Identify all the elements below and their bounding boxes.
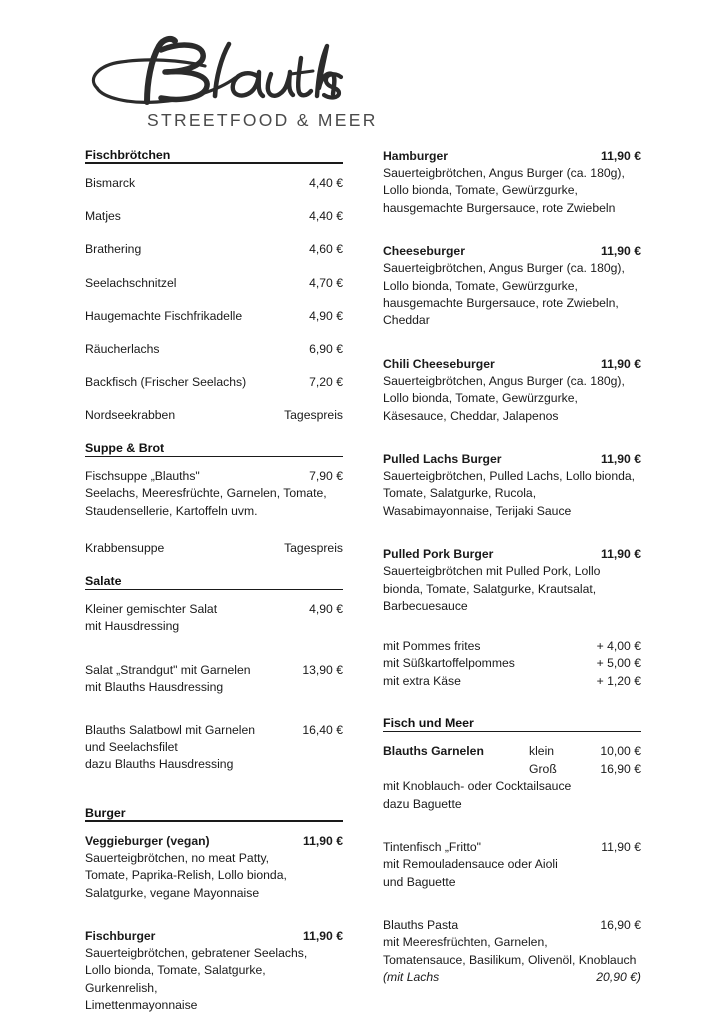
menu-item bbox=[85, 407, 343, 424]
size-label-large: Groß bbox=[529, 761, 557, 776]
menu-item bbox=[85, 208, 343, 225]
item-price: 4,70 € bbox=[309, 275, 343, 290]
item-name: Backfisch (Frischer Seelachs) bbox=[85, 375, 247, 390]
item-price: 4,40 € bbox=[309, 176, 343, 190]
menu-item bbox=[85, 308, 343, 325]
menu-item bbox=[85, 374, 343, 391]
item-size-row bbox=[383, 761, 641, 779]
menu-item bbox=[383, 451, 641, 520]
item-name: Veggieburger (vegan) bbox=[85, 833, 210, 848]
item-name: Hamburger bbox=[383, 149, 449, 163]
item-headline bbox=[383, 546, 641, 563]
section-fisch-und-meer bbox=[383, 716, 641, 986]
addon-name: mit extra Käse bbox=[383, 673, 461, 688]
section-heading: Suppe & Brot bbox=[85, 441, 343, 457]
item-name: Blauths Salatbowl mit Garnelen bbox=[85, 722, 256, 737]
item-headline bbox=[383, 451, 641, 468]
item-name: Tintenfisch „Fritto" bbox=[383, 840, 482, 855]
item-price: Tagespreis bbox=[284, 541, 343, 556]
addon-row bbox=[383, 638, 641, 656]
section-burger bbox=[85, 806, 343, 1015]
item-headline bbox=[383, 839, 641, 856]
spacer bbox=[383, 436, 641, 451]
item-name: Kleiner gemischter Salat bbox=[85, 602, 218, 617]
item-price: 7,90 € bbox=[309, 469, 343, 484]
variant-name: (mit Lachs bbox=[383, 969, 440, 984]
menu-item bbox=[383, 839, 641, 891]
menu-item bbox=[85, 175, 343, 192]
item-price: 4,90 € bbox=[309, 602, 343, 617]
menu-item bbox=[85, 601, 343, 635]
addon-price: + 1,20 € bbox=[596, 673, 641, 688]
item-name: Pulled Lachs Burger bbox=[383, 452, 502, 467]
menu-item bbox=[383, 356, 641, 425]
spacer bbox=[383, 228, 641, 243]
addon-price: + 5,00 € bbox=[596, 656, 641, 671]
spacer bbox=[85, 913, 343, 928]
spacer bbox=[383, 341, 641, 356]
item-description: Sauerteigbrötchen, Pulled Lachs, Lollo bionda, Tomate, Salatgurke, Rucola, Wasabimayonnaise, Terijaki Sauce bbox=[383, 469, 636, 518]
spacer bbox=[383, 824, 641, 839]
menu-item bbox=[85, 540, 343, 557]
menu-column-right bbox=[383, 148, 641, 997]
item-description: Sauerteigbrötchen, Angus Burger (ca. 180g), Lollo bionda, Tomate, Gewürzgurke, Käsesauce, Cheddar, Jalapenos bbox=[383, 373, 625, 423]
item-headline bbox=[383, 743, 641, 761]
item-headline bbox=[383, 356, 641, 373]
item-description: mit Hausdressing bbox=[85, 619, 180, 634]
item-headline bbox=[85, 928, 343, 945]
item-headline bbox=[383, 917, 641, 934]
menu-item bbox=[383, 917, 641, 986]
item-name: Nordseekrabben bbox=[85, 408, 176, 423]
item-name: Pulled Pork Burger bbox=[383, 547, 494, 562]
spacer bbox=[85, 647, 343, 662]
menu-item bbox=[85, 275, 343, 292]
item-headline bbox=[85, 468, 343, 485]
item-headline bbox=[85, 833, 343, 850]
menu-column-left bbox=[85, 148, 343, 1026]
section-suppe-brot bbox=[85, 441, 343, 557]
spacer bbox=[85, 707, 343, 722]
menu-item bbox=[85, 662, 343, 696]
item-headline bbox=[383, 148, 641, 165]
addon-price: + 4,00 € bbox=[596, 638, 641, 653]
item-name: Blauths Pasta bbox=[383, 918, 459, 933]
item-description: mit Remouladensauce oder Aioli und Baguette bbox=[383, 857, 558, 889]
addon-name: mit Süßkartoffelpommes bbox=[383, 656, 515, 671]
item-name: Haugemachte Fischfrikadelle bbox=[85, 308, 243, 323]
item-description: Sauerteigbrötchen mit Pulled Pork, Lollo bionda, Tomate, Salatgurke, Krautsalat, Barbecuesauce bbox=[383, 564, 601, 614]
item-price: 13,90 € bbox=[302, 662, 343, 677]
item-name: Fischburger bbox=[85, 928, 156, 943]
item-description: mit Meeresfrüchten, Garnelen, Tomatensauce, Basilikum, Olivenöl, Knoblauch bbox=[383, 935, 637, 967]
item-name: Blauths Garnelen bbox=[383, 744, 484, 759]
item-name: Brathering bbox=[85, 242, 142, 257]
item-description: mit Blauths Hausdressing bbox=[85, 679, 224, 694]
menu-item bbox=[383, 546, 641, 615]
section-heading: Salate bbox=[85, 574, 343, 590]
item-price: 7,20 € bbox=[309, 375, 343, 390]
item-description: mit Knoblauch- oder Cocktailsauce dazu Baguette bbox=[383, 779, 572, 811]
item-price: 11,90 € bbox=[601, 356, 641, 371]
item-name: Fischsuppe „Blauths" bbox=[85, 469, 200, 484]
item-description: Sauerteigbrötchen, gebratener Seelachs, Lollo bionda, Tomate, Salatgurke, Gurkenrelish, Limettenmayonnaise bbox=[85, 945, 308, 1013]
variant-price: 20,90 €) bbox=[596, 969, 641, 984]
blauths-wordmark-icon bbox=[85, 32, 345, 112]
size-label-small: klein bbox=[529, 744, 555, 759]
menu-item bbox=[85, 341, 343, 358]
item-price: 11,90 € bbox=[601, 244, 641, 259]
menu-item bbox=[85, 468, 343, 520]
item-name: Räucherlachs bbox=[85, 341, 160, 356]
item-price: 4,40 € bbox=[309, 209, 343, 224]
addon-row bbox=[383, 673, 641, 691]
section-fischbroetchen bbox=[85, 148, 343, 424]
item-price: Tagespreis bbox=[284, 408, 343, 423]
spacer bbox=[85, 426, 343, 441]
item-price: 11,90 € bbox=[601, 547, 641, 562]
item-description: Sauerteigbrötchen, Angus Burger (ca. 180g), Lollo bionda, Tomate, Gewürzgurke, hausgemachte Burgersauce, rote Zwiebeln, Cheddar bbox=[383, 261, 625, 328]
item-name: Cheeseburger bbox=[383, 244, 465, 259]
item-price: 6,90 € bbox=[309, 341, 343, 356]
item-price: 16,40 € bbox=[302, 722, 343, 737]
item-name: Krabbensuppe bbox=[85, 541, 165, 556]
restaurant-logo bbox=[85, 32, 378, 137]
menu-item bbox=[85, 928, 343, 1015]
item-price: 11,90 € bbox=[303, 833, 343, 848]
item-price: 4,60 € bbox=[309, 242, 343, 257]
menu-item bbox=[85, 722, 343, 774]
spacer bbox=[383, 902, 641, 917]
item-name: Salat „Strandgut" mit Garnelen bbox=[85, 662, 251, 677]
menu-item bbox=[383, 148, 641, 217]
menu-item bbox=[85, 833, 343, 902]
item-headline bbox=[85, 722, 343, 739]
item-headline bbox=[85, 662, 343, 679]
item-name: Bismarck bbox=[85, 176, 136, 190]
item-name: Chili Cheeseburger bbox=[383, 356, 495, 371]
item-price: 11,90 € bbox=[601, 452, 641, 467]
section-heading: Fischbrötchen bbox=[85, 148, 343, 164]
spacer bbox=[383, 531, 641, 546]
item-price-large: 16,90 € bbox=[600, 761, 641, 776]
item-name: Seelachschnitzel bbox=[85, 275, 177, 290]
addon-name: mit Pommes frites bbox=[383, 638, 481, 653]
section-heading: Burger bbox=[85, 806, 343, 822]
item-description: Sauerteigbrötchen, Angus Burger (ca. 180g), Lollo bionda, Tomate, Gewürzgurke, hausgemachte Burgersauce, rote Zwiebeln bbox=[383, 166, 625, 215]
spacer bbox=[85, 559, 343, 574]
item-price-small: 10,00 € bbox=[600, 744, 641, 759]
spacer bbox=[85, 531, 343, 540]
item-description: Sauerteigbrötchen, no meat Patty, Tomate, Paprika-Relish, Lollo bionda, Salatgurke, vegane Mayonnaise bbox=[85, 850, 287, 900]
item-variant-row bbox=[383, 969, 641, 986]
item-description: Seelachs, Meeresfrüchte, Garnelen, Tomate, Staudensellerie, Kartoffeln uvm. bbox=[85, 486, 327, 518]
item-price: 11,90 € bbox=[303, 928, 343, 943]
menu-item-garnelen bbox=[383, 743, 641, 813]
section-salate bbox=[85, 574, 343, 774]
item-description: und Seelachsfilet dazu Blauths Hausdressing bbox=[85, 739, 234, 772]
section-heading: Fisch und Meer bbox=[383, 716, 641, 732]
item-price: 11,90 € bbox=[601, 840, 641, 855]
burger-addons bbox=[383, 638, 641, 691]
item-price: 11,90 € bbox=[601, 149, 641, 163]
item-price: 16,90 € bbox=[600, 918, 641, 933]
menu-item bbox=[383, 243, 641, 330]
item-headline bbox=[85, 601, 343, 618]
item-name: Matjes bbox=[85, 209, 121, 224]
item-headline bbox=[383, 243, 641, 260]
menu-item bbox=[85, 241, 343, 258]
logo-tagline: STREETFOOD & MEER bbox=[147, 110, 378, 130]
addon-row bbox=[383, 655, 641, 673]
spacer bbox=[85, 785, 343, 806]
item-price: 4,90 € bbox=[309, 308, 343, 323]
